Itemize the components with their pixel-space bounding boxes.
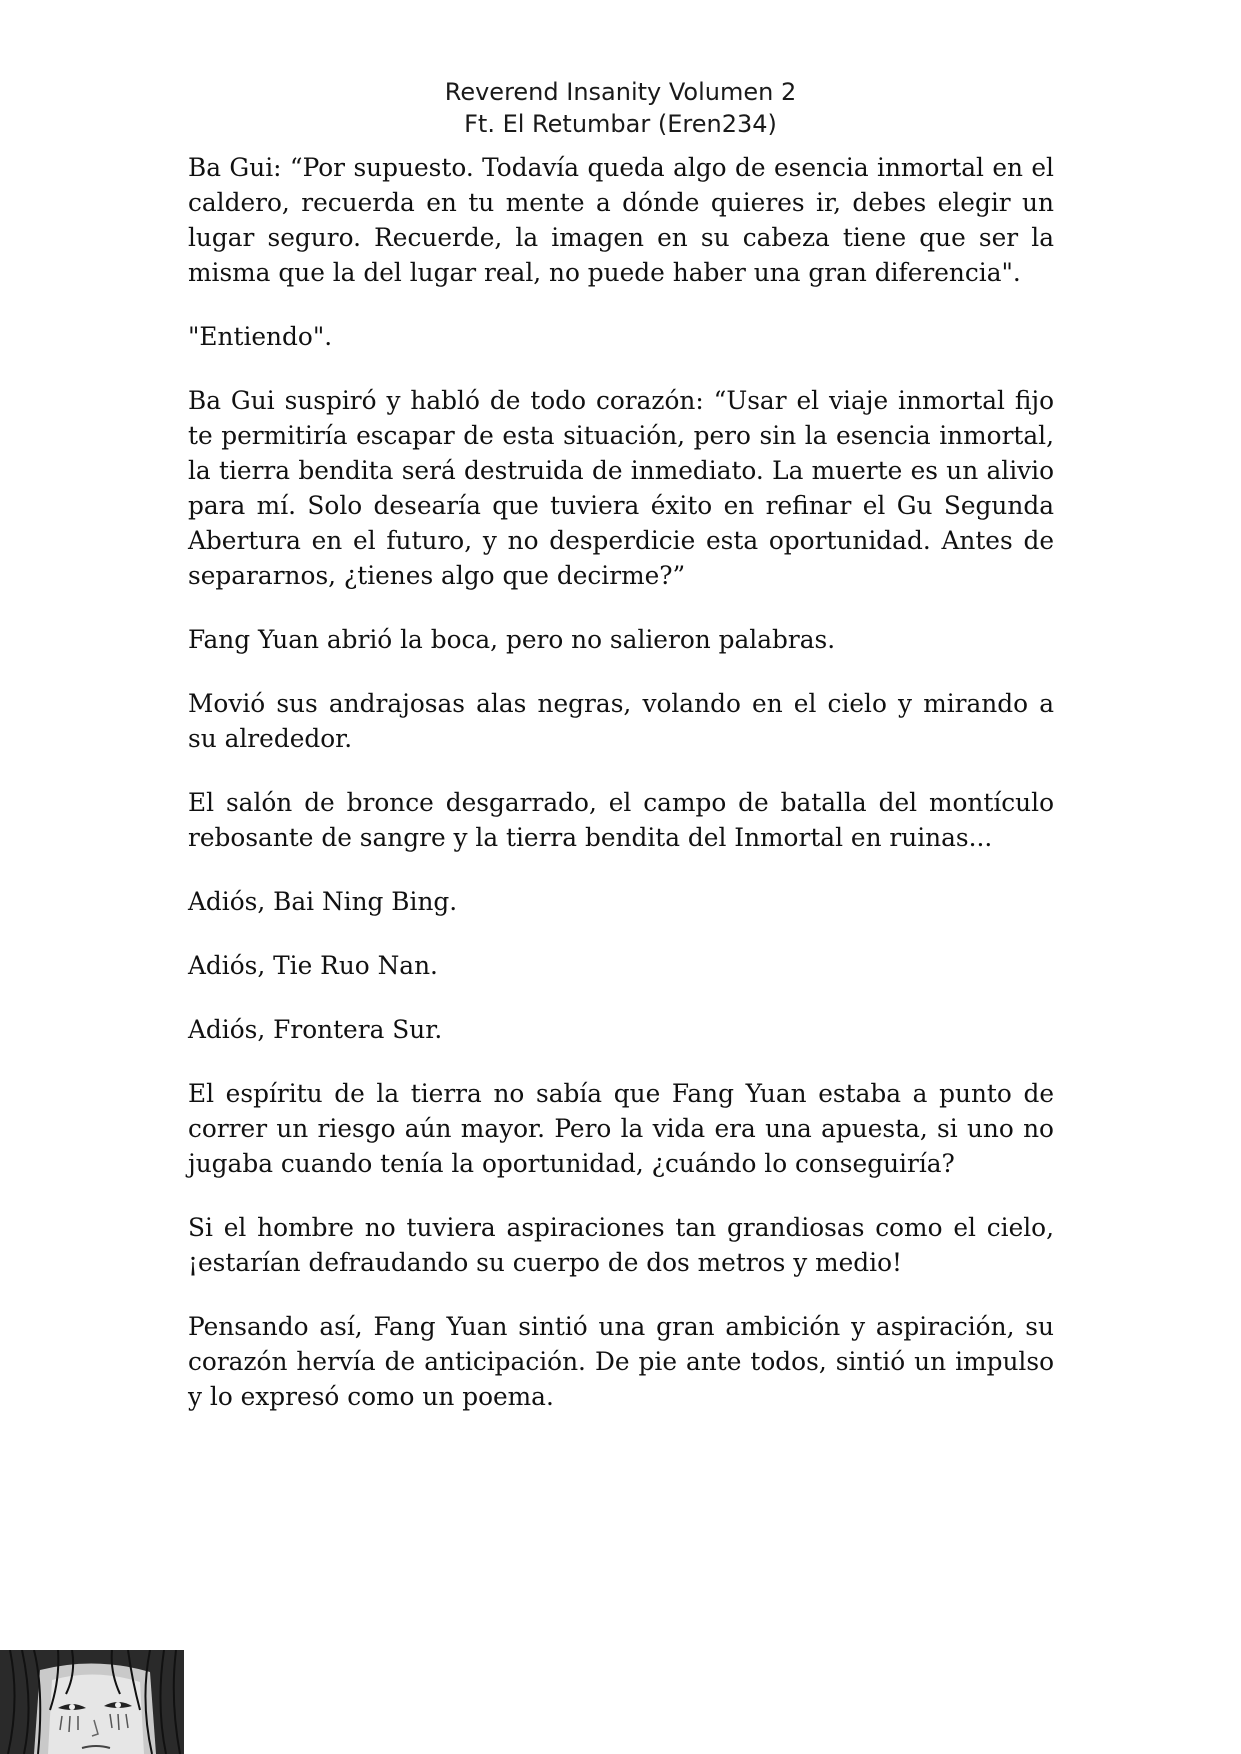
paragraph: El espíritu de la tierra no sabía que Fang Yuan estaba a punto de correr un riesgo aún mayor. Pero la vida era una apuesta, si uno no jugaba cuando tenía la oportunidad, ¿cuándo lo conseguiría? xyxy=(188,1079,1054,1178)
portrait-illustration xyxy=(0,1650,184,1754)
paragraph: Fang Yuan abrió la boca, pero no salieron palabras. xyxy=(188,625,836,654)
paragraph: "Entiendo". xyxy=(188,322,333,351)
paragraph: Pensando así, Fang Yuan sintió una gran ambición y aspiración, su corazón hervía de anticipación. De pie ante todos, sintió un impulso y lo expresó como un poema. xyxy=(188,1312,1054,1411)
header-credit: Ft. El Retumbar (Eren234) xyxy=(464,110,777,138)
body-text xyxy=(188,150,1054,1443)
paragraph: Movió sus andrajosas alas negras, volando en el cielo y mirando a su alrededor. xyxy=(188,689,1054,753)
page-header xyxy=(0,76,1241,140)
paragraph: Si el hombre no tuviera aspiraciones tan grandiosas como el cielo, ¡estarían defraudando su cuerpo de dos metros y medio! xyxy=(188,1213,1054,1277)
header-title: Reverend Insanity Volumen 2 xyxy=(444,78,797,106)
paragraph: Ba Gui: “Por supuesto. Todavía queda algo de esencia inmortal en el caldero, recuerda en tu mente a dónde quieres ir, debes elegir un lugar seguro. Recuerde, la imagen en su cabeza tiene que ser la misma que la del lugar real, no puede haber una gran diferencia". xyxy=(188,153,1054,287)
paragraph: Adiós, Bai Ning Bing. xyxy=(188,887,458,916)
paragraph: Ba Gui suspiró y habló de todo corazón: “Usar el viaje inmortal fijo te permitiría escapar de esta situación, pero sin la esencia inmortal, la tierra bendita será destruida de inmediato. La muerte es un alivio para mí. Solo desearía que tuviera éxito en refinar el Gu Segunda Abertura en el futuro, y no desperdicie esta oportunidad. Antes de separarnos, ¿tienes algo que decirme?” xyxy=(188,386,1054,590)
paragraph: Adiós, Tie Ruo Nan. xyxy=(188,951,438,980)
paragraph: Adiós, Frontera Sur. xyxy=(188,1015,443,1044)
paragraph: El salón de bronce desgarrado, el campo de batalla del montículo rebosante de sangre y la tierra bendita del Inmortal en ruinas... xyxy=(188,788,1054,852)
